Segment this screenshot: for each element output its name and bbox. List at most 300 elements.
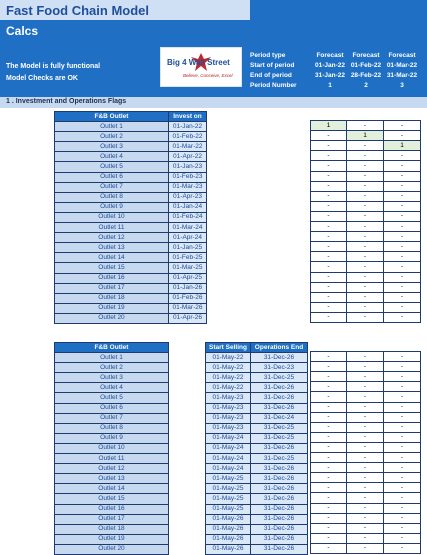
invest-flag-cell[interactable]: -	[384, 262, 421, 272]
ops-flag-cell[interactable]: -	[384, 422, 421, 432]
invest-flag-cell[interactable]: -	[347, 141, 384, 151]
start-selling-cell[interactable]: 01-May-24	[206, 464, 251, 474]
invest-flag-cell[interactable]: 1	[347, 131, 384, 141]
table-row	[55, 393, 169, 403]
outlet-name-cell[interactable]: Outlet 19	[55, 303, 169, 313]
outlet-name-cell[interactable]: Outlet 5	[55, 162, 169, 172]
invest-flag-cell[interactable]: -	[384, 302, 421, 312]
start-selling-cell[interactable]: 01-May-22	[206, 363, 251, 373]
outlet-name-cell[interactable]: Outlet 10	[55, 443, 169, 453]
period-end-cell: 28-Feb-22	[350, 72, 382, 79]
table-row	[55, 303, 207, 313]
ops-flag-cell[interactable]: -	[347, 362, 384, 372]
ops-flag-cell[interactable]: -	[384, 372, 421, 382]
operations-end-cell[interactable]: 31-Dec-26	[251, 544, 308, 554]
outlet-name-cell[interactable]: Outlet 12	[55, 464, 169, 474]
invest-flag-cell[interactable]: -	[384, 201, 421, 211]
invest-flag-cell[interactable]: -	[347, 302, 384, 312]
start-selling-cell[interactable]: 01-May-23	[206, 423, 251, 433]
period-number-cell: 1	[328, 82, 332, 89]
table-row	[311, 453, 421, 463]
invest-flag-cell[interactable]: -	[384, 292, 421, 302]
col-header-start-selling: Start Selling	[206, 343, 251, 353]
invest-flag-cell[interactable]: -	[347, 121, 384, 131]
outlet-name-cell[interactable]: Outlet 16	[55, 273, 169, 283]
ops-flag-cell[interactable]: -	[311, 432, 347, 442]
start-selling-cell[interactable]: 01-May-26	[206, 514, 251, 524]
outlet-name-cell[interactable]: Outlet 17	[55, 283, 169, 293]
logo-text: Big 4 Wall Street	[167, 58, 230, 67]
period-number-label: Period Number	[250, 82, 297, 89]
ops-flag-cell[interactable]: -	[384, 453, 421, 463]
table-row	[55, 122, 207, 132]
invest-date-cell[interactable]: 01-Mar-23	[169, 182, 207, 192]
invest-date-cell[interactable]: 01-Apr-23	[169, 192, 207, 202]
ops-flag-cell[interactable]: -	[347, 463, 384, 473]
ops-flag-cell[interactable]: -	[311, 422, 347, 432]
outlet-name-cell[interactable]: Outlet 9	[55, 433, 169, 443]
invest-date-cell[interactable]: 01-Mar-25	[169, 263, 207, 273]
table-row	[311, 151, 421, 161]
status-checks: Model Checks are OK	[6, 75, 78, 82]
table-row	[311, 292, 421, 302]
outlet-name-cell[interactable]: Outlet 7	[55, 182, 169, 192]
ops-flag-cell[interactable]: -	[347, 392, 384, 402]
invest-flag-cell[interactable]: -	[347, 201, 384, 211]
invest-flag-cell[interactable]: -	[311, 292, 347, 302]
operations-end-cell[interactable]: 31-Dec-25	[251, 454, 308, 464]
start-selling-cell[interactable]: 01-May-23	[206, 403, 251, 413]
invest-flag-cell[interactable]: -	[347, 211, 384, 221]
start-selling-cell[interactable]: 01-May-22	[206, 383, 251, 393]
ops-flag-cell[interactable]: -	[347, 422, 384, 432]
table-row	[311, 141, 421, 151]
ops-flag-cell[interactable]: -	[384, 503, 421, 513]
operations-end-cell[interactable]: 31-Dec-26	[251, 504, 308, 514]
invest-flag-cell[interactable]: -	[384, 272, 421, 282]
table-row	[311, 503, 421, 513]
operations-end-cell[interactable]: 31-Dec-26	[251, 464, 308, 474]
table-row	[311, 442, 421, 452]
outlet-name-cell[interactable]: Outlet 8	[55, 192, 169, 202]
table-row	[55, 534, 169, 544]
invest-flag-cell[interactable]: -	[311, 302, 347, 312]
ops-flag-cell[interactable]: -	[311, 442, 347, 452]
invest-date-cell[interactable]: 01-Feb-22	[169, 132, 207, 142]
operations-end-cell[interactable]: 31-Dec-26	[251, 524, 308, 534]
table-row	[206, 454, 308, 464]
operations-end-cell[interactable]: 31-Dec-26	[251, 403, 308, 413]
invest-flag-cell[interactable]: -	[311, 191, 347, 201]
outlet-name-cell[interactable]: Outlet 18	[55, 293, 169, 303]
table-row	[311, 211, 421, 221]
table-row	[55, 383, 169, 393]
ops-flag-cell[interactable]: -	[311, 453, 347, 463]
invest-flag-cell[interactable]: -	[347, 171, 384, 181]
outlet-name-cell[interactable]: Outlet 13	[55, 243, 169, 253]
outlet-name-cell[interactable]: Outlet 2	[55, 132, 169, 142]
invest-flag-cell[interactable]: -	[347, 151, 384, 161]
outlet-name-cell[interactable]: Outlet 18	[55, 524, 169, 534]
invest-flag-cell[interactable]: 1	[384, 141, 421, 151]
table-row	[55, 433, 169, 443]
invest-table	[54, 111, 207, 324]
outlet-name-cell[interactable]: Outlet 20	[55, 544, 169, 554]
invest-flag-cell[interactable]: -	[347, 181, 384, 191]
outlet-name-cell[interactable]: Outlet 4	[55, 152, 169, 162]
ops-flag-cell[interactable]: -	[311, 493, 347, 503]
table-row	[55, 293, 207, 303]
outlet-name-cell[interactable]: Outlet 8	[55, 423, 169, 433]
table-row	[206, 534, 308, 544]
invest-flag-cell[interactable]: -	[384, 121, 421, 131]
ops-flag-cell[interactable]: -	[311, 463, 347, 473]
table-row	[55, 544, 169, 554]
ops-flag-cell[interactable]: -	[347, 412, 384, 422]
invest-flag-cell[interactable]: -	[384, 232, 421, 242]
period-number-cell: 2	[364, 82, 368, 89]
table-row	[55, 192, 207, 202]
col-header-invest: Invest on	[169, 112, 207, 122]
invest-flag-cell[interactable]: -	[347, 191, 384, 201]
invest-flag-cell[interactable]: -	[347, 312, 384, 322]
operations-end-cell[interactable]: 31-Dec-25	[251, 373, 308, 383]
start-selling-cell[interactable]: 01-May-23	[206, 393, 251, 403]
outlet-name-cell[interactable]: Outlet 1	[55, 122, 169, 132]
start-selling-cell[interactable]: 01-May-24	[206, 454, 251, 464]
operations-end-cell[interactable]: 31-Dec-26	[251, 383, 308, 393]
invest-flag-cell[interactable]: -	[347, 282, 384, 292]
invest-flag-cell[interactable]: -	[384, 222, 421, 232]
table-row	[311, 412, 421, 422]
operations-end-cell[interactable]: 31-Dec-26	[251, 393, 308, 403]
table-row	[206, 504, 308, 514]
ops-flag-cell[interactable]: -	[311, 523, 347, 533]
ops-flag-cell[interactable]: -	[384, 352, 421, 362]
ops-flag-cell[interactable]: -	[347, 503, 384, 513]
table-row	[206, 373, 308, 383]
invest-date-cell[interactable]: 01-Mar-24	[169, 223, 207, 233]
invest-flag-cell[interactable]: -	[311, 131, 347, 141]
ops-flag-cell[interactable]: -	[311, 483, 347, 493]
invest-flag-cell[interactable]: -	[311, 201, 347, 211]
invest-flag-cell[interactable]: -	[347, 222, 384, 232]
ops-flag-cell[interactable]: -	[311, 543, 347, 553]
invest-date-cell[interactable]: 01-Feb-26	[169, 293, 207, 303]
ops-outlet-table	[54, 342, 169, 555]
operations-end-cell[interactable]: 31-Dec-25	[251, 433, 308, 443]
outlet-name-cell[interactable]: Outlet 11	[55, 454, 169, 464]
invest-flag-cell[interactable]: -	[384, 151, 421, 161]
table-row	[206, 383, 308, 393]
table-row	[55, 212, 207, 222]
invest-flag-cell[interactable]: -	[311, 282, 347, 292]
ops-flag-cell[interactable]: -	[384, 392, 421, 402]
invest-date-cell[interactable]: 01-Mar-22	[169, 142, 207, 152]
ops-flag-cell[interactable]: -	[384, 493, 421, 503]
table-row	[311, 392, 421, 402]
invest-flag-cell[interactable]: -	[347, 292, 384, 302]
table-row	[55, 363, 169, 373]
outlet-name-cell[interactable]: Outlet 14	[55, 484, 169, 494]
ops-flag-cell[interactable]: -	[384, 483, 421, 493]
invest-flag-cell[interactable]: -	[384, 191, 421, 201]
start-selling-cell[interactable]: 01-May-26	[206, 544, 251, 554]
invest-flag-cell[interactable]: -	[311, 252, 347, 262]
outlet-name-cell[interactable]: Outlet 7	[55, 413, 169, 423]
ops-flag-cell[interactable]: -	[384, 523, 421, 533]
operations-end-cell[interactable]: 31-Dec-26	[251, 474, 308, 484]
ops-flag-cell[interactable]: -	[311, 513, 347, 523]
ops-flag-cell[interactable]: -	[384, 463, 421, 473]
ops-flag-cell[interactable]: -	[347, 432, 384, 442]
ops-flag-cell[interactable]: -	[384, 543, 421, 553]
outlet-name-cell[interactable]: Outlet 20	[55, 313, 169, 323]
invest-date-cell[interactable]: 01-Feb-23	[169, 172, 207, 182]
invest-flag-cell[interactable]: -	[311, 181, 347, 191]
invest-date-cell[interactable]: 01-Apr-24	[169, 233, 207, 243]
outlet-name-cell[interactable]: Outlet 3	[55, 142, 169, 152]
table-row	[311, 242, 421, 252]
table-row	[55, 152, 207, 162]
outlet-name-cell[interactable]: Outlet 6	[55, 172, 169, 182]
outlet-name-cell[interactable]: Outlet 15	[55, 263, 169, 273]
ops-flag-cell[interactable]: -	[311, 402, 347, 412]
ops-flag-cell[interactable]: -	[311, 412, 347, 422]
table-row	[311, 262, 421, 272]
invest-date-cell[interactable]: 01-Mar-26	[169, 303, 207, 313]
invest-flag-cell[interactable]: -	[311, 161, 347, 171]
period-start-cell: 01-Feb-22	[350, 62, 382, 69]
table-row	[55, 243, 207, 253]
table-row	[55, 313, 207, 323]
invest-flag-cell[interactable]: -	[311, 171, 347, 181]
table-row	[311, 493, 421, 503]
table-row	[311, 312, 421, 322]
table-row	[311, 181, 421, 191]
invest-flag-cell[interactable]: -	[311, 232, 347, 242]
table-row	[55, 142, 207, 152]
start-selling-cell[interactable]: 01-May-26	[206, 534, 251, 544]
outlet-name-cell[interactable]: Outlet 12	[55, 233, 169, 243]
operations-end-cell[interactable]: 31-Dec-26	[251, 514, 308, 524]
ops-flag-cell[interactable]: -	[311, 473, 347, 483]
ops-flags-table	[310, 342, 421, 554]
ops-flag-cell[interactable]: -	[311, 362, 347, 372]
col-header-outlet: F&B Outlet	[55, 343, 169, 353]
invest-flag-cell[interactable]: -	[384, 242, 421, 252]
invest-date-cell[interactable]: 01-Apr-25	[169, 273, 207, 283]
ops-flag-cell[interactable]: -	[347, 382, 384, 392]
ops-flag-cell[interactable]: -	[384, 362, 421, 372]
invest-flag-cell[interactable]: -	[347, 232, 384, 242]
company-logo	[160, 47, 242, 87]
table-row	[206, 423, 308, 433]
table-row	[55, 132, 207, 142]
start-selling-cell[interactable]: 01-May-25	[206, 494, 251, 504]
invest-flag-cell[interactable]: -	[384, 312, 421, 322]
outlet-name-cell[interactable]: Outlet 4	[55, 383, 169, 393]
invest-flag-cell[interactable]: -	[311, 272, 347, 282]
table-row	[55, 443, 169, 453]
operations-end-cell[interactable]: 31-Dec-26	[251, 353, 308, 363]
start-selling-cell[interactable]: 01-May-25	[206, 484, 251, 494]
invest-flag-cell[interactable]: -	[347, 161, 384, 171]
ops-flag-cell[interactable]: -	[384, 432, 421, 442]
start-selling-cell[interactable]: 01-May-25	[206, 474, 251, 484]
table-row	[55, 494, 169, 504]
operations-end-cell[interactable]: 31-Dec-26	[251, 443, 308, 453]
outlet-name-cell[interactable]: Outlet 13	[55, 474, 169, 484]
logo-tagline: Believe, Conceive, Excel	[183, 73, 233, 78]
invest-flag-cell[interactable]: -	[347, 272, 384, 282]
invest-flag-cell[interactable]: -	[384, 131, 421, 141]
invest-flag-cell[interactable]: -	[311, 312, 347, 322]
start-selling-cell[interactable]: 01-May-24	[206, 433, 251, 443]
outlet-name-cell[interactable]: Outlet 16	[55, 504, 169, 514]
table-row	[55, 524, 169, 534]
outlet-name-cell[interactable]: Outlet 11	[55, 223, 169, 233]
start-selling-cell[interactable]: 01-May-24	[206, 443, 251, 453]
invest-flag-cell[interactable]: -	[311, 222, 347, 232]
table-row	[311, 463, 421, 473]
start-selling-cell[interactable]: 01-May-26	[206, 524, 251, 534]
outlet-name-cell[interactable]: Outlet 17	[55, 514, 169, 524]
table-row	[206, 544, 308, 554]
ops-flag-cell[interactable]: -	[384, 533, 421, 543]
start-selling-cell[interactable]: 01-May-22	[206, 353, 251, 363]
ops-flag-cell[interactable]: -	[347, 513, 384, 523]
invest-flag-cell[interactable]: -	[384, 161, 421, 171]
table-row	[311, 252, 421, 262]
period-number-cell: 3	[400, 82, 404, 89]
operations-end-cell[interactable]: 31-Dec-25	[251, 423, 308, 433]
outlet-name-cell[interactable]: Outlet 14	[55, 253, 169, 263]
invest-date-cell[interactable]: 01-Jan-23	[169, 162, 207, 172]
ops-flag-cell[interactable]: -	[347, 442, 384, 452]
outlet-name-cell[interactable]: Outlet 19	[55, 534, 169, 544]
table-row	[55, 172, 207, 182]
ops-flag-cell[interactable]: -	[384, 513, 421, 523]
invest-date-cell[interactable]: 01-Jan-26	[169, 283, 207, 293]
ops-flag-cell[interactable]: -	[347, 402, 384, 412]
invest-flag-cell[interactable]: -	[347, 242, 384, 252]
ops-flag-cell[interactable]: -	[347, 352, 384, 362]
invest-flag-cell[interactable]: -	[311, 242, 347, 252]
ops-flag-cell[interactable]: -	[311, 503, 347, 513]
ops-flag-cell[interactable]: -	[384, 402, 421, 412]
ops-flag-cell[interactable]: -	[311, 533, 347, 543]
invest-flag-cell[interactable]: -	[384, 181, 421, 191]
invest-date-cell[interactable]: 01-Apr-22	[169, 152, 207, 162]
ops-flag-cell[interactable]: -	[347, 483, 384, 493]
ops-flag-cell[interactable]: -	[311, 392, 347, 402]
ops-flag-cell[interactable]: -	[347, 523, 384, 533]
invest-date-cell[interactable]: 01-Apr-26	[169, 313, 207, 323]
start-selling-cell[interactable]: 01-May-22	[206, 373, 251, 383]
invest-flag-cell[interactable]: -	[347, 252, 384, 262]
table-row	[311, 432, 421, 442]
invest-flag-cell[interactable]: -	[384, 171, 421, 181]
invest-flag-cell[interactable]: -	[347, 262, 384, 272]
operations-end-cell[interactable]: 31-Dec-24	[251, 413, 308, 423]
table-row	[311, 402, 421, 412]
start-selling-cell[interactable]: 01-May-25	[206, 504, 251, 514]
ops-flag-cell[interactable]: -	[384, 412, 421, 422]
table-row	[55, 464, 169, 474]
invest-date-cell[interactable]: 01-Jan-24	[169, 202, 207, 212]
operations-end-cell[interactable]: 31-Dec-26	[251, 534, 308, 544]
ops-flag-cell[interactable]: -	[384, 473, 421, 483]
ops-flag-cell[interactable]: -	[347, 372, 384, 382]
operations-end-cell[interactable]: 31-Dec-26	[251, 494, 308, 504]
invest-flag-cell[interactable]: -	[384, 282, 421, 292]
ops-flag-cell[interactable]: -	[311, 352, 347, 362]
table-row	[55, 273, 207, 283]
ops-flag-cell[interactable]: -	[347, 543, 384, 553]
invest-flag-cell[interactable]: -	[311, 151, 347, 161]
table-row	[55, 474, 169, 484]
table-row	[206, 464, 308, 474]
outlet-name-cell[interactable]: Outlet 6	[55, 403, 169, 413]
invest-flag-cell[interactable]: -	[384, 211, 421, 221]
invest-flag-cell[interactable]: -	[384, 252, 421, 262]
col-header-operations-end: Operations End	[251, 343, 308, 353]
outlet-name-cell[interactable]: Outlet 9	[55, 202, 169, 212]
outlet-name-cell[interactable]: Outlet 3	[55, 373, 169, 383]
table-row	[55, 413, 169, 423]
invest-flag-cell[interactable]: -	[311, 211, 347, 221]
table-row	[311, 513, 421, 523]
invest-date-cell[interactable]: 01-Feb-25	[169, 253, 207, 263]
invest-date-cell[interactable]: 01-Jan-22	[169, 122, 207, 132]
ops-flag-cell[interactable]: -	[347, 453, 384, 463]
table-row	[311, 543, 421, 553]
outlet-name-cell[interactable]: Outlet 10	[55, 212, 169, 222]
ops-flag-cell[interactable]: -	[311, 382, 347, 392]
ops-flag-cell[interactable]: -	[347, 493, 384, 503]
outlet-name-cell[interactable]: Outlet 5	[55, 393, 169, 403]
start-selling-cell[interactable]: 01-May-23	[206, 413, 251, 423]
operations-end-cell[interactable]: 31-Dec-23	[251, 363, 308, 373]
ops-flag-cell[interactable]: -	[384, 382, 421, 392]
outlet-name-cell[interactable]: Outlet 1	[55, 353, 169, 363]
ops-flag-cell[interactable]: -	[347, 533, 384, 543]
table-row	[311, 171, 421, 181]
invest-date-cell[interactable]: 01-Feb-24	[169, 212, 207, 222]
ops-flag-cell[interactable]: -	[384, 442, 421, 452]
table-row	[55, 373, 169, 383]
outlet-name-cell[interactable]: Outlet 15	[55, 494, 169, 504]
outlet-name-cell[interactable]: Outlet 2	[55, 363, 169, 373]
table-row	[311, 372, 421, 382]
ops-flag-cell[interactable]: -	[347, 473, 384, 483]
table-row	[55, 484, 169, 494]
table-row	[311, 422, 421, 432]
period-end-cell: 31-Jan-22	[315, 72, 345, 79]
ops-flag-cell[interactable]: -	[311, 372, 347, 382]
invest-flag-cell[interactable]: -	[311, 262, 347, 272]
invest-flag-cell[interactable]: -	[311, 141, 347, 151]
table-row	[311, 302, 421, 312]
invest-date-cell[interactable]: 01-Jan-25	[169, 243, 207, 253]
period-start-label: Start of period	[250, 62, 295, 69]
period-start-cell: 01-Mar-22	[386, 62, 418, 69]
table-row	[206, 363, 308, 373]
operations-end-cell[interactable]: 31-Dec-26	[251, 484, 308, 494]
invest-flag-cell[interactable]: 1	[311, 121, 347, 131]
table-row	[311, 352, 421, 362]
